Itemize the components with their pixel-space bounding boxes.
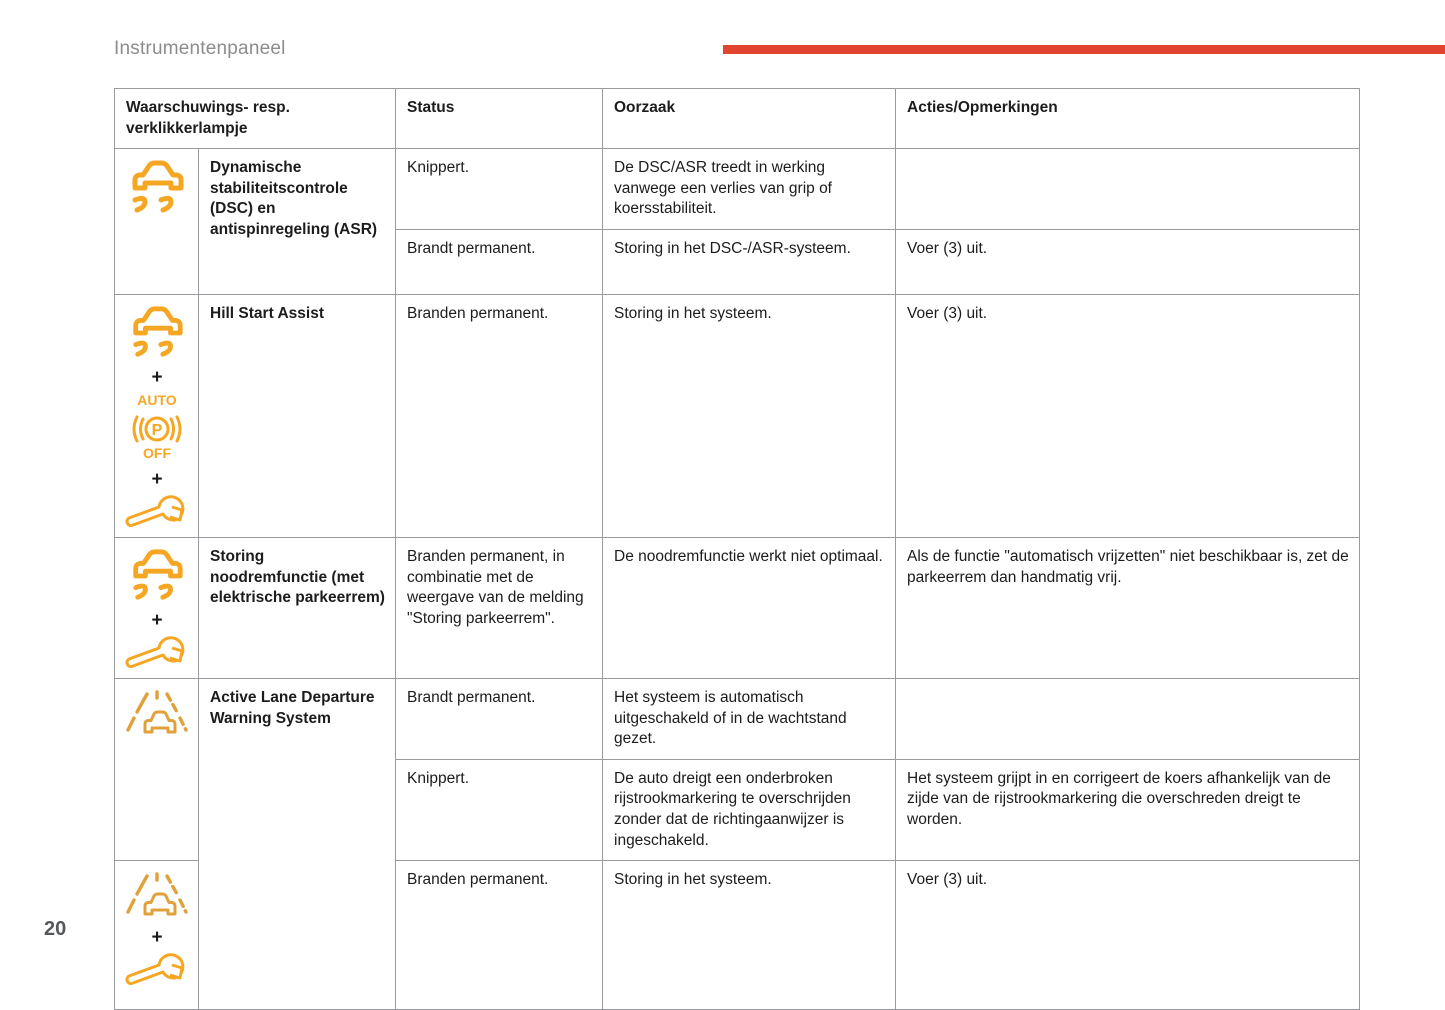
wrench-icon <box>125 494 189 528</box>
status-cell: Branden permanent. <box>396 295 603 538</box>
action-cell <box>896 149 1360 230</box>
dsc-skid-icon <box>125 304 189 362</box>
table-header-row <box>115 89 1360 149</box>
dsc-skid-icon <box>125 547 189 605</box>
icon-cell-emergency-brake-fault <box>115 538 199 679</box>
warning-lights-table <box>114 88 1360 1010</box>
cause-cell: Storing in het systeem. <box>603 295 896 538</box>
wrench-icon <box>125 635 189 669</box>
column-header-status: Status <box>396 89 603 149</box>
svg-text:P: P <box>151 422 163 440</box>
icon-stack <box>126 870 188 986</box>
icon-cell-lane-departure-fault <box>115 861 199 1010</box>
cause-cell: De auto dreigt een onderbroken rijstrookmarkering te overschrijden zonder dat de richtingaanwijzer is ingeschakeld. <box>603 759 896 860</box>
icon-stack <box>126 304 188 528</box>
row-label-emergency-brake-fault: Storing noodremfunctie (met elektrische parkeerrem) <box>199 538 396 679</box>
page-number: 20 <box>44 918 67 940</box>
warning-lights-table-container <box>114 88 1359 1010</box>
column-header-warning-light: Waarschuwings- resp. verklikkerlampje <box>115 89 396 149</box>
lane-departure-icon <box>125 688 189 740</box>
header-accent-rule <box>723 45 1445 54</box>
row-label-lane-departure: Active Lane Departure Warning System <box>199 679 396 1010</box>
lane-departure-icon <box>125 870 189 922</box>
chapter-title: Instrumentenpaneel <box>114 38 286 59</box>
plus-separator: + <box>151 610 163 632</box>
icon-cell-dsc <box>115 149 199 295</box>
action-cell: Voer (3) uit. <box>896 861 1360 1010</box>
status-cell: Knippert. <box>396 759 603 860</box>
action-cell: Voer (3) uit. <box>896 230 1360 295</box>
icon-stack <box>126 547 188 669</box>
auto-p-off-icon <box>124 392 190 464</box>
column-header-cause: Oorzaak <box>603 89 896 149</box>
icon-cell-lane-departure <box>115 679 199 861</box>
action-cell: Als de functie "automatisch vrijzetten" niet beschikbaar is, zet de parkeerrem dan handmatig vrij. <box>896 538 1360 679</box>
action-cell: Het systeem grijpt in en corrigeert de koers afhankelijk van de zijde van de rijstrookmarkering die overschreden dreigt te worden. <box>896 759 1360 860</box>
dsc-skid-icon <box>125 158 189 218</box>
status-cell: Branden permanent, in combinatie met de weergave van de melding "Storing parkeerrem". <box>396 538 603 679</box>
cause-cell: Storing in het systeem. <box>603 861 896 1010</box>
icon-stack <box>126 158 188 218</box>
table-row <box>115 538 1360 679</box>
status-cell: Branden permanent. <box>396 861 603 1010</box>
row-label-hill-start-assist: Hill Start Assist <box>199 295 396 538</box>
column-header-actions: Acties/Opmerkingen <box>896 89 1360 149</box>
table-row <box>115 149 1360 230</box>
status-cell: Brandt permanent. <box>396 679 603 760</box>
status-cell: Knippert. <box>396 149 603 230</box>
svg-text:OFF: OFF <box>143 445 171 462</box>
row-label-dsc: Dynamische stabiliteitscontrole (DSC) en antispinregeling (ASR) <box>199 149 396 295</box>
cause-cell: Storing in het DSC-/ASR-systeem. <box>603 230 896 295</box>
cause-cell: Het systeem is automatisch uitgeschakeld of in de wachtstand gezet. <box>603 679 896 760</box>
plus-separator: + <box>151 469 163 491</box>
cause-cell: De noodremfunctie werkt niet optimaal. <box>603 538 896 679</box>
table-row <box>115 679 1360 760</box>
table-row <box>115 295 1360 538</box>
action-cell: Voer (3) uit. <box>896 295 1360 538</box>
page-header <box>0 0 1445 80</box>
wrench-icon <box>125 952 189 986</box>
icon-stack <box>126 688 188 740</box>
plus-separator: + <box>151 367 163 389</box>
cause-cell: De DSC/ASR treedt in werking vanwege een verlies van grip of koersstabiliteit. <box>603 149 896 230</box>
plus-separator: + <box>151 927 163 949</box>
status-cell: Brandt permanent. <box>396 230 603 295</box>
svg-text:AUTO: AUTO <box>137 392 177 409</box>
action-cell <box>896 679 1360 760</box>
icon-cell-hill-start-assist <box>115 295 199 538</box>
